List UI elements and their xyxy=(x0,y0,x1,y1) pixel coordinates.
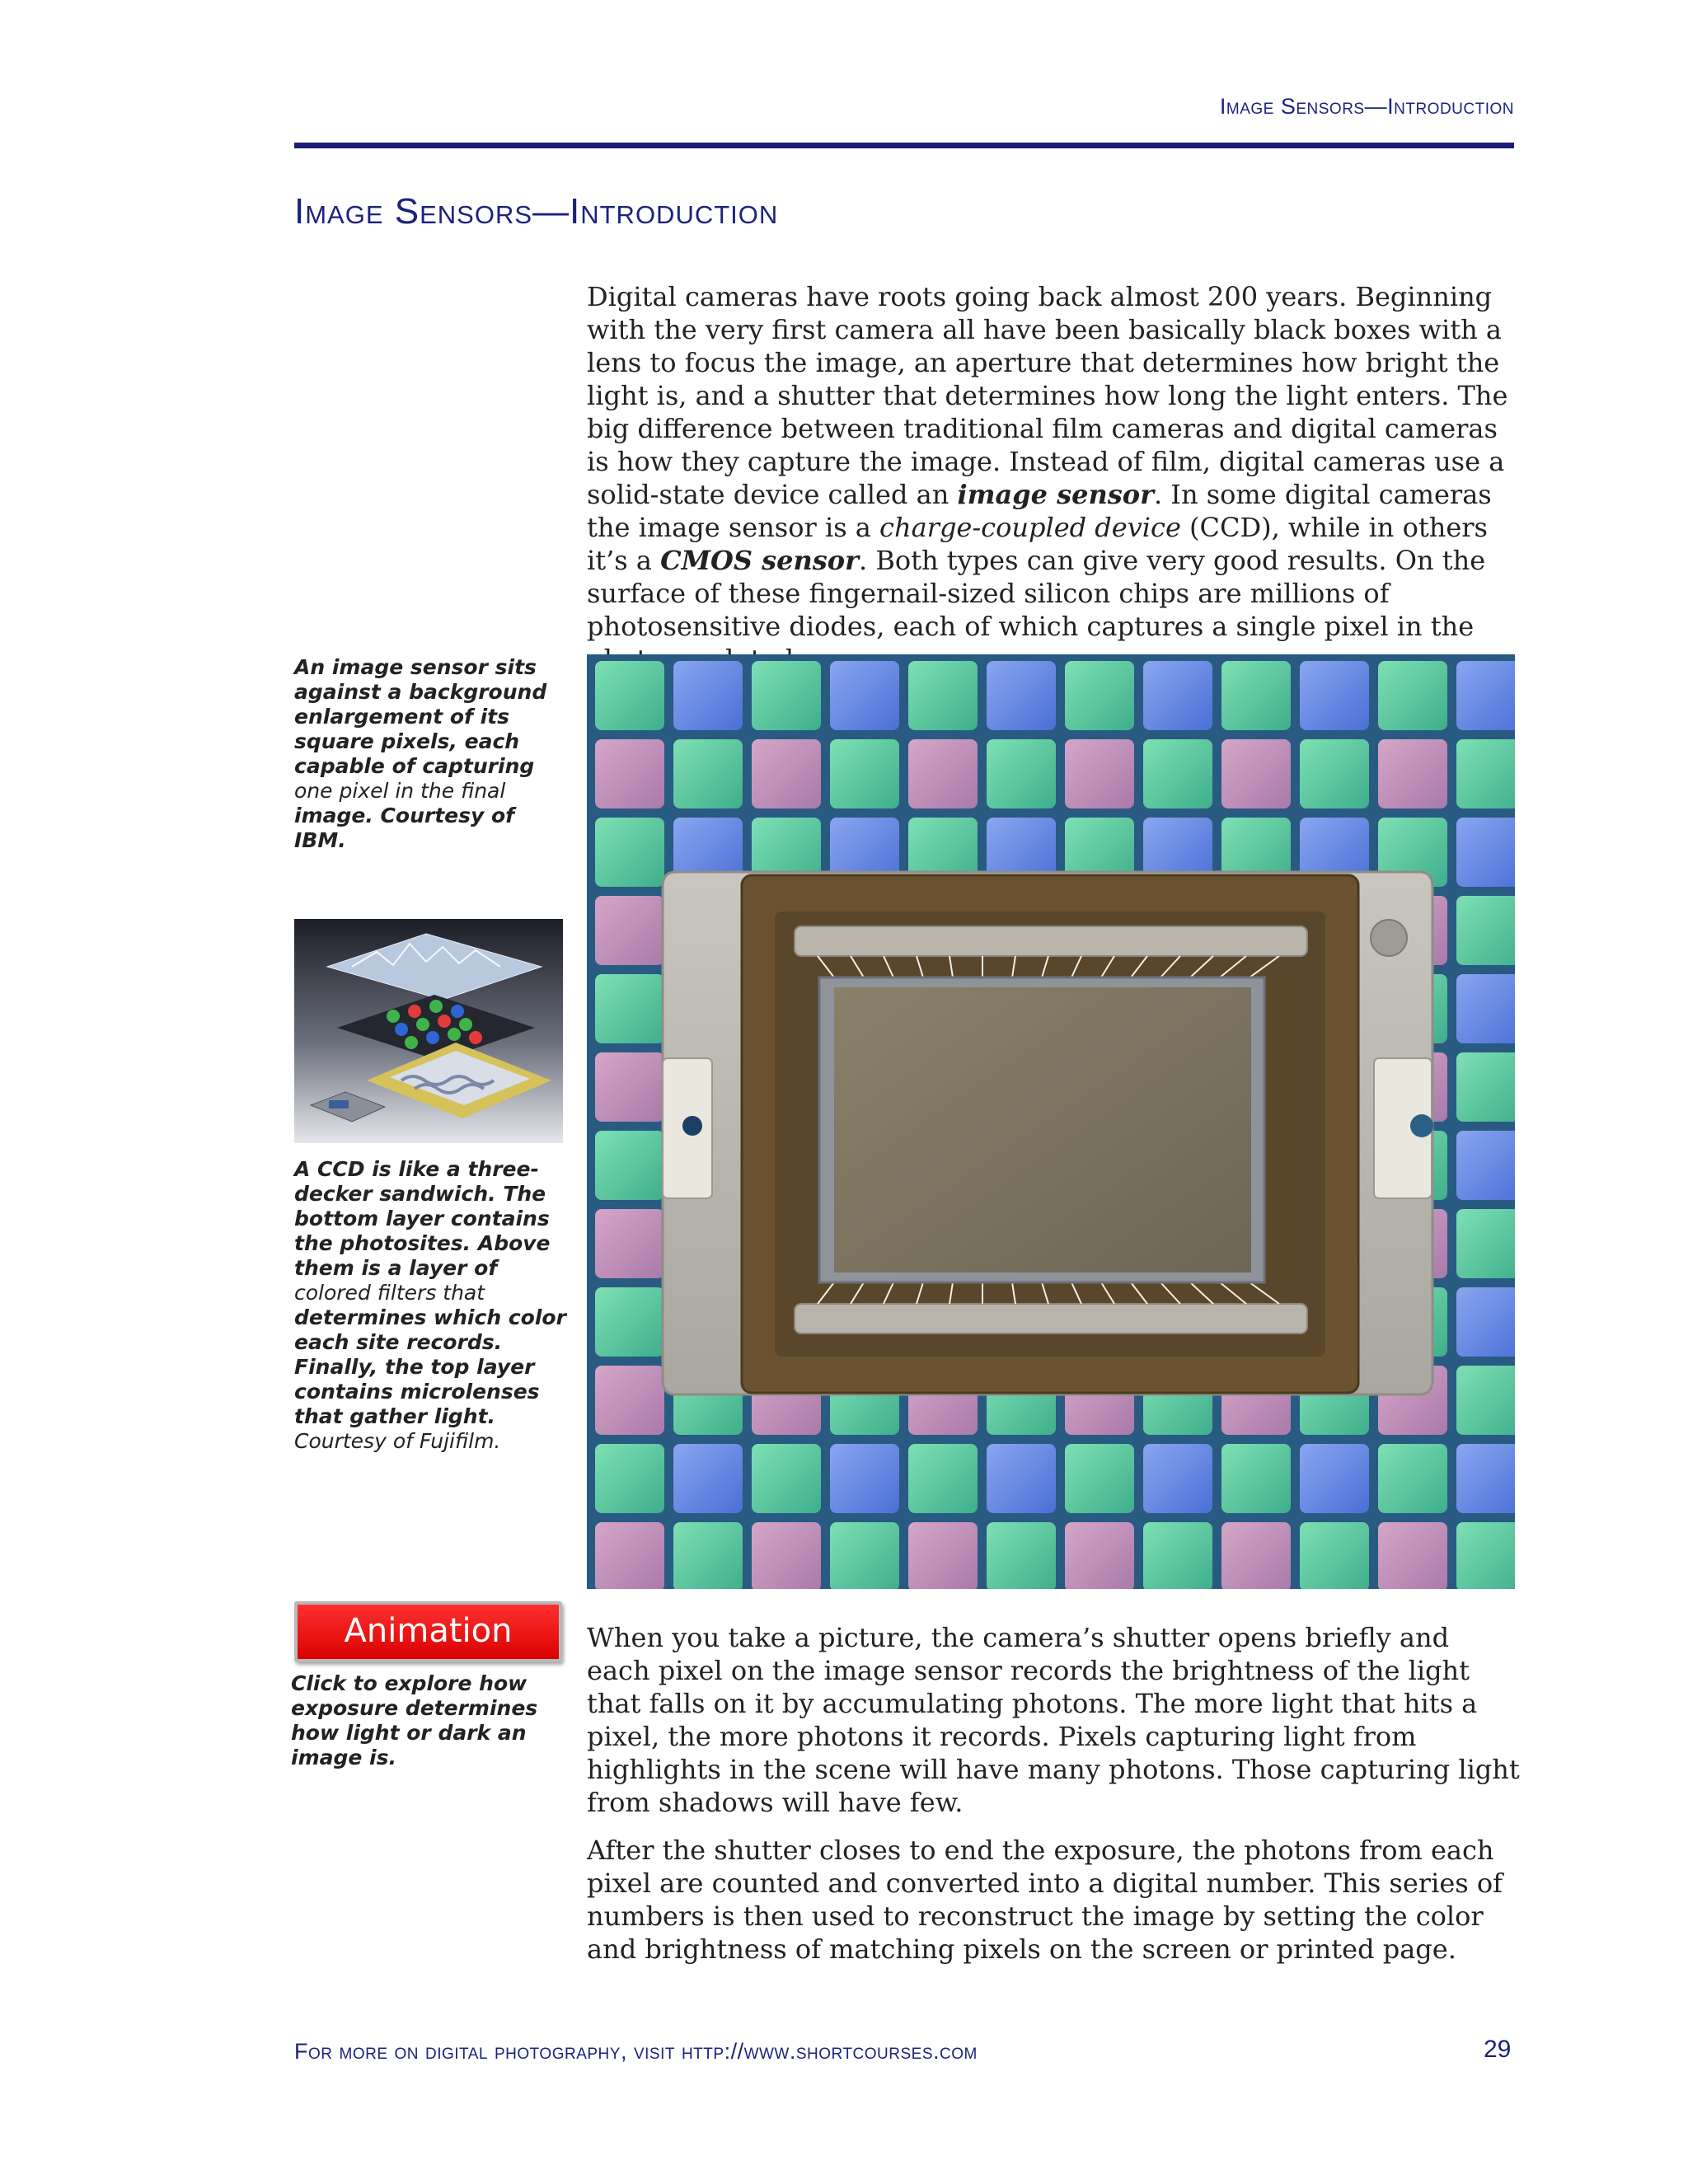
exposure-section xyxy=(587,1621,1520,1980)
image-sensor-photo xyxy=(587,654,1515,1589)
intro-paragraph xyxy=(587,280,1520,691)
running-head: Image Sensors—Introduction xyxy=(1219,94,1514,119)
header-rule xyxy=(294,143,1514,148)
caption-image-sensor-c: image. Courtesy of IBM. xyxy=(294,804,515,852)
animation-button[interactable]: Animation xyxy=(294,1601,562,1662)
caption-ccd-d: Courtesy of Fujifilm. xyxy=(294,1429,501,1453)
intro-text-3: . In some digital cameras the image sensor is a xyxy=(587,479,1492,543)
page-number: 29 xyxy=(1484,2036,1512,2063)
caption-image-sensor-a: An image sensor sits against a background enlargement of its square pixels, each capable of capturing xyxy=(294,655,547,778)
intro-text-7: . Both types can give very good results. On the surface of these fingernail-sized silicon chips are millions of photosensitive diodes, each of which captures a single pixel in the xyxy=(587,545,1486,642)
footer-link-text[interactable]: For more on digital photography, visit http://www.shortcourses.com xyxy=(294,2039,978,2064)
exposure-paragraph-2: After the shutter closes to end the exposure, the photons from each pixel are counted and converted into a digital number. This series of numbers is then used to reconstruct the image by setting the color and brightness of matching pixels on the screen or printed page. xyxy=(587,1835,1503,1965)
term-image-sensor: image sensor xyxy=(957,479,1154,510)
caption-animation-text: Click to explore how exposure determines how light or dark an image is. xyxy=(291,1671,538,1769)
caption-image-sensor xyxy=(294,655,566,853)
caption-ccd-c: determines which color each site records. Finally, the top layer contains microlenses that gather light. xyxy=(294,1305,566,1428)
term-ccd: charge-coupled device xyxy=(879,512,1181,543)
image-sensor-illustration xyxy=(587,654,1515,1589)
exposure-paragraph-1: When you take a picture, the camera’s shutter opens briefly and each pixel on the image sensor records the brightness of the light that falls on it by accumulating photons. The more light that hits a pixel, the more photons it records. Pixels capturing light from highlights in the scene will have many photons. Those capturing light from shadows will have few. xyxy=(587,1622,1520,1818)
intro-text-5: (CCD), while in others it’s a xyxy=(587,512,1488,576)
intro-text-1: Digital cameras have roots going back almost 200 years. Beginning with the very first camera all have been basically black boxes with a lens to focus the image, an aperture that determines how bright the light is, and a shutter that determines how long the light enters. The big difference between traditional film cameras and digital cameras is how they capture the image. Instead of film, digital cameras use a solid-state device called an xyxy=(587,281,1508,510)
caption-animation xyxy=(291,1671,563,1770)
section-title: Image Sensors—Introduction xyxy=(294,191,779,232)
term-cmos-sensor: CMOS sensor xyxy=(660,545,859,576)
caption-ccd-b: colored filters that xyxy=(294,1281,485,1305)
ccd-sandwich-illustration xyxy=(294,919,563,1143)
caption-ccd xyxy=(294,1157,566,1454)
caption-image-sensor-b: one pixel in the final xyxy=(294,779,506,803)
ccd-layers-graphic xyxy=(294,919,563,1143)
caption-ccd-a: A CCD is like a three-decker sandwich. The bottom layer contains the photosites. Above them is a layer of xyxy=(294,1157,551,1280)
